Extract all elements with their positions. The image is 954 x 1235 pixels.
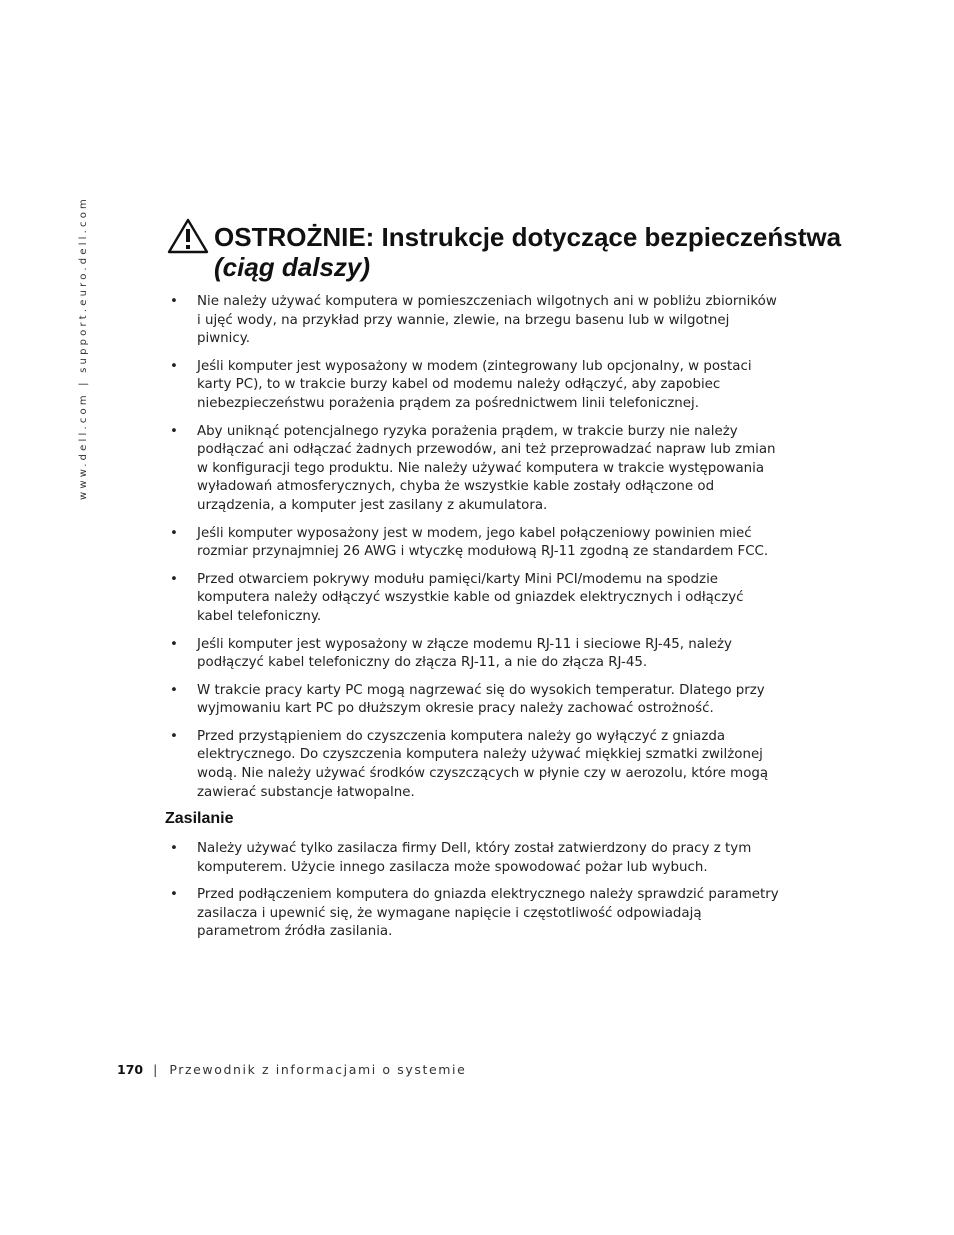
bullet: • <box>170 571 178 587</box>
title-continued: (ciąg dalszy) <box>214 252 371 282</box>
sidebar-url: www.dell.com | support.euro.dell.com <box>78 196 89 500</box>
page-title <box>214 222 867 282</box>
power-instructions-list <box>170 840 780 951</box>
bullet: • <box>170 728 178 744</box>
footer-separator: | <box>153 1062 158 1077</box>
list-item <box>170 886 780 942</box>
list-item-text: Nie należy używać komputera w pomieszczeniach wilgotnych ani w pobliżu zbiorników i ujęć wody, na przykład przy wannie, zlewie, na brzegu basenu lub w wilgotnej piwnicy. <box>197 294 777 347</box>
list-item-text: W trakcie pracy karty PC mogą nagrzewać się do wysokich temperatur. Dlatego przy wyjmowaniu kart PC po dłuższym okresie pracy należy zachować ostrożność. <box>197 682 765 717</box>
list-item-text: Jeśli komputer wyposażony jest w modem, jego kabel połączeniowy powinien mieć rozmiar przynajmniej 26 AWG i wtyczkę modułową RJ-11 zgodną ze standardem FCC. <box>197 525 769 560</box>
power-section-heading: Zasilanie <box>165 810 234 827</box>
title-main: OSTROŻNIE: Instrukcje dotyczące bezpieczeństwa <box>214 222 842 252</box>
list-item-text: Przed przystąpieniem do czyszczenia komputera należy go wyłączyć z gniazda elektrycznego. Do czyszczenia komputera należy używać miękkiej szmatki zwilżonej wodą. Nie należy używać środków czyszczących w płynie czy w aerozolu, które mogą zawierać substancje łatwopalne. <box>197 728 769 800</box>
list-item <box>170 728 780 802</box>
list-item <box>170 293 780 349</box>
list-item <box>170 840 780 877</box>
page-number: 170 <box>117 1062 144 1077</box>
list-item <box>170 571 780 627</box>
safety-instructions-list <box>170 293 780 811</box>
list-item <box>170 636 780 673</box>
bullet: • <box>170 887 178 903</box>
bullet: • <box>170 294 178 309</box>
list-item <box>170 358 780 414</box>
list-item-text: Należy używać tylko zasilacza firmy Dell, który został zatwierdzony do pracy z tym komputerem. Użycie innego zasilacza może spowodować pożar lub wybuch. <box>197 841 752 875</box>
list-item-text: Aby uniknąć potencjalnego ryzyka porażenia prądem, w trakcie burzy nie należy podłączać ani odłączać żadnych przewodów, ani też przeprowadzać napraw lub zmian w konfiguracji tego produktu. Nie należy używać komputera w trakcie występowania wyładowań atmosferycznych, chyba że wszystkie kable zostały odłączone od urządzenia, a komputer jest zasilany z akumulatora. <box>197 423 776 513</box>
bullet: • <box>170 525 178 541</box>
list-item-text: Jeśli komputer jest wyposażony w złącze modemu RJ-11 i sieciowe RJ-45, należy podłączyć kabel telefoniczny do złącza RJ-11, a nie do złącza RJ-45. <box>197 636 732 671</box>
bullet: • <box>170 682 178 698</box>
bullet: • <box>170 423 178 439</box>
guide-title: Przewodnik z informacjami o systemie <box>169 1062 467 1077</box>
list-item-text: Przed podłączeniem komputera do gniazda elektrycznego należy sprawdzić parametry zasilacza i upewnić się, że wymagane napięcie i częstotliwość odpowiadają parametrom źródła zasilania. <box>197 887 779 940</box>
list-item <box>170 525 780 562</box>
list-item-text: Jeśli komputer jest wyposażony w modem (zintegrowany lub opcjonalny, w postaci karty PC), to w trakcie burzy kabel od modemu należy odłączyć, aby zapobiec niebezpieczeństwu porażenia prądem za pośrednictwem linii telefonicznej. <box>197 358 752 411</box>
bullet: • <box>170 841 178 856</box>
page-footer <box>117 1062 466 1077</box>
bullet: • <box>170 636 178 652</box>
list-item-text: Przed otwarciem pokrywy modułu pamięci/karty Mini PCI/modemu na spodzie komputera należy odłączyć wszystkie kable od gniazdek elektrycznych i odłączyć kabel telefoniczny. <box>197 571 744 624</box>
warning-triangle-icon <box>167 218 209 254</box>
list-item <box>170 682 780 719</box>
list-item <box>170 423 780 516</box>
bullet: • <box>170 358 178 374</box>
